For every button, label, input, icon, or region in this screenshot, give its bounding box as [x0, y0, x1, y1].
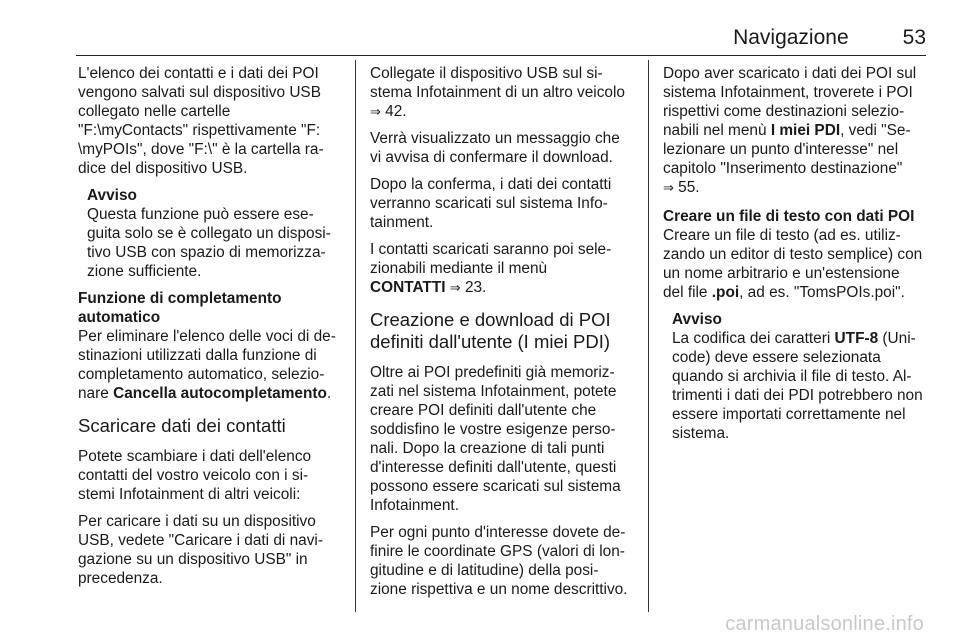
- column-divider-1: [355, 60, 356, 612]
- paragraph-connect-usb: Collegate il dispositivo USB sul si- stema Infotainment di un altro veicolo ⇒ 42.: [370, 65, 625, 120]
- page-ref-icon: ⇒: [663, 180, 674, 195]
- paragraph-storage: L'elenco dei contatti e i dati dei POI vengono salvati sul dispositivo USB collegato nelle cartelle "F:\myContacts" rispettivamente "F: \myPOIs", dove "F:\" è la cartella ra- dice del dispositivo USB.: [78, 65, 324, 177]
- paragraph-after-confirm: Dopo la conferma, i dati dei contatti verranno scaricati sul sistema Info- tainment.: [370, 176, 612, 231]
- heading-create-poi: Creazione e download di POI definiti dall'utente (I miei PDI): [370, 309, 611, 352]
- paragraph-upload: Per caricare i dati su un dispositivo USB, vedete "Caricare i dati di navi- gazione su un dispositivo USB" in precedenza.: [78, 513, 323, 587]
- paragraph-autocomplete: Per eliminare l'elenco delle voci di de- stinazioni utilizzati dalla funzione di completamento automatico, selezio- nare Cancella autocompletamento.: [78, 328, 336, 402]
- page-ref-icon: ⇒: [449, 280, 461, 295]
- paragraph-contacts-menu: I contatti scaricati saranno poi sele- zionabili mediante il menù CONTATTI ⇒ 23.: [370, 241, 612, 296]
- paragraph-poi-intro: Oltre ai POI predefiniti già memoriz- zati nel sistema Infotainment, potete creare POI definiti dall'utente che soddisfino le vostre esigenze perso- nali. Dopo la creazione di tali punti d'interesse definiti dall'utente, questi possono essere scaricati sul sistema Infotainment.: [370, 364, 621, 514]
- column-3: [663, 64, 929, 451]
- menu-item-cancel-autocomplete: Cancella autocompletamento: [113, 385, 327, 402]
- column-divider-2: [648, 60, 649, 612]
- section-title: Navigazione: [733, 26, 849, 49]
- heading-download-contacts: Scaricare dati dei contatti: [78, 415, 286, 436]
- page-number: 53: [902, 26, 926, 49]
- note-title: Avviso: [672, 311, 722, 328]
- file-extension: .poi: [711, 284, 740, 301]
- paragraph-exchange: Potete scambiare i dati dell'elenco contatti del vostro veicolo con i si- stemi Infotainment di altri veicoli:: [78, 448, 312, 503]
- paragraph-gps-coordinates: Per ogni punto d'interesse dovete de- finire le coordinate GPS (valori di lon- gitudine e di latitudine) della posi- zione rispettiva e un nome descrittivo.: [370, 524, 628, 598]
- page-ref-icon: ⇒: [370, 104, 381, 119]
- column-1: [78, 64, 340, 596]
- watermark: carmanualsonline.info: [725, 613, 924, 635]
- paragraph-my-poi: Dopo aver scaricato i dati dei POI sul sistema Infotainment, troverete i POI rispettivi come destinazioni selezio- nabili nel menù I miei PDI, vedi "Se- lezionare un punto d'interesse" nel capitolo "Inserimento destinazione" ⇒ 55.: [663, 65, 917, 196]
- note-title: Avviso: [87, 187, 137, 204]
- encoding-utf8: UTF-8: [834, 330, 879, 347]
- menu-item-contacts: CONTATTI: [370, 279, 446, 296]
- column-2: [370, 64, 632, 607]
- header-rule: [76, 55, 926, 56]
- note-usb: Avviso Questa funzione può essere ese- guita solo se è collegato un disposi- tivo USB con spazio di memorizza- zione sufficiente.: [87, 186, 340, 281]
- paragraph-text-file: Creare un file di testo (ad es. utiliz- zando un editor di testo semplice) con un nome arbitrario e un'estensione del file .poi, ad es. "TomsPOIs.poi".: [663, 227, 923, 301]
- paragraph-confirm-message: Verrà visualizzato un messaggio che vi avvisa di confermare il download.: [370, 130, 620, 166]
- menu-item-my-poi: I miei PDI: [770, 122, 841, 139]
- page-header: [733, 26, 926, 50]
- subheading-autocomplete: Funzione di completamento automatico: [78, 290, 282, 326]
- subheading-text-file: Creare un file di testo con dati POI: [663, 208, 915, 225]
- note-utf8: Avviso La codifica dei caratteri UTF-8 (Uni- code) deve essere selezionata quando si archivia il file di testo. Al- trimenti i dati dei PDI potrebbero non essere importati correttamente nel sistema.: [672, 310, 929, 443]
